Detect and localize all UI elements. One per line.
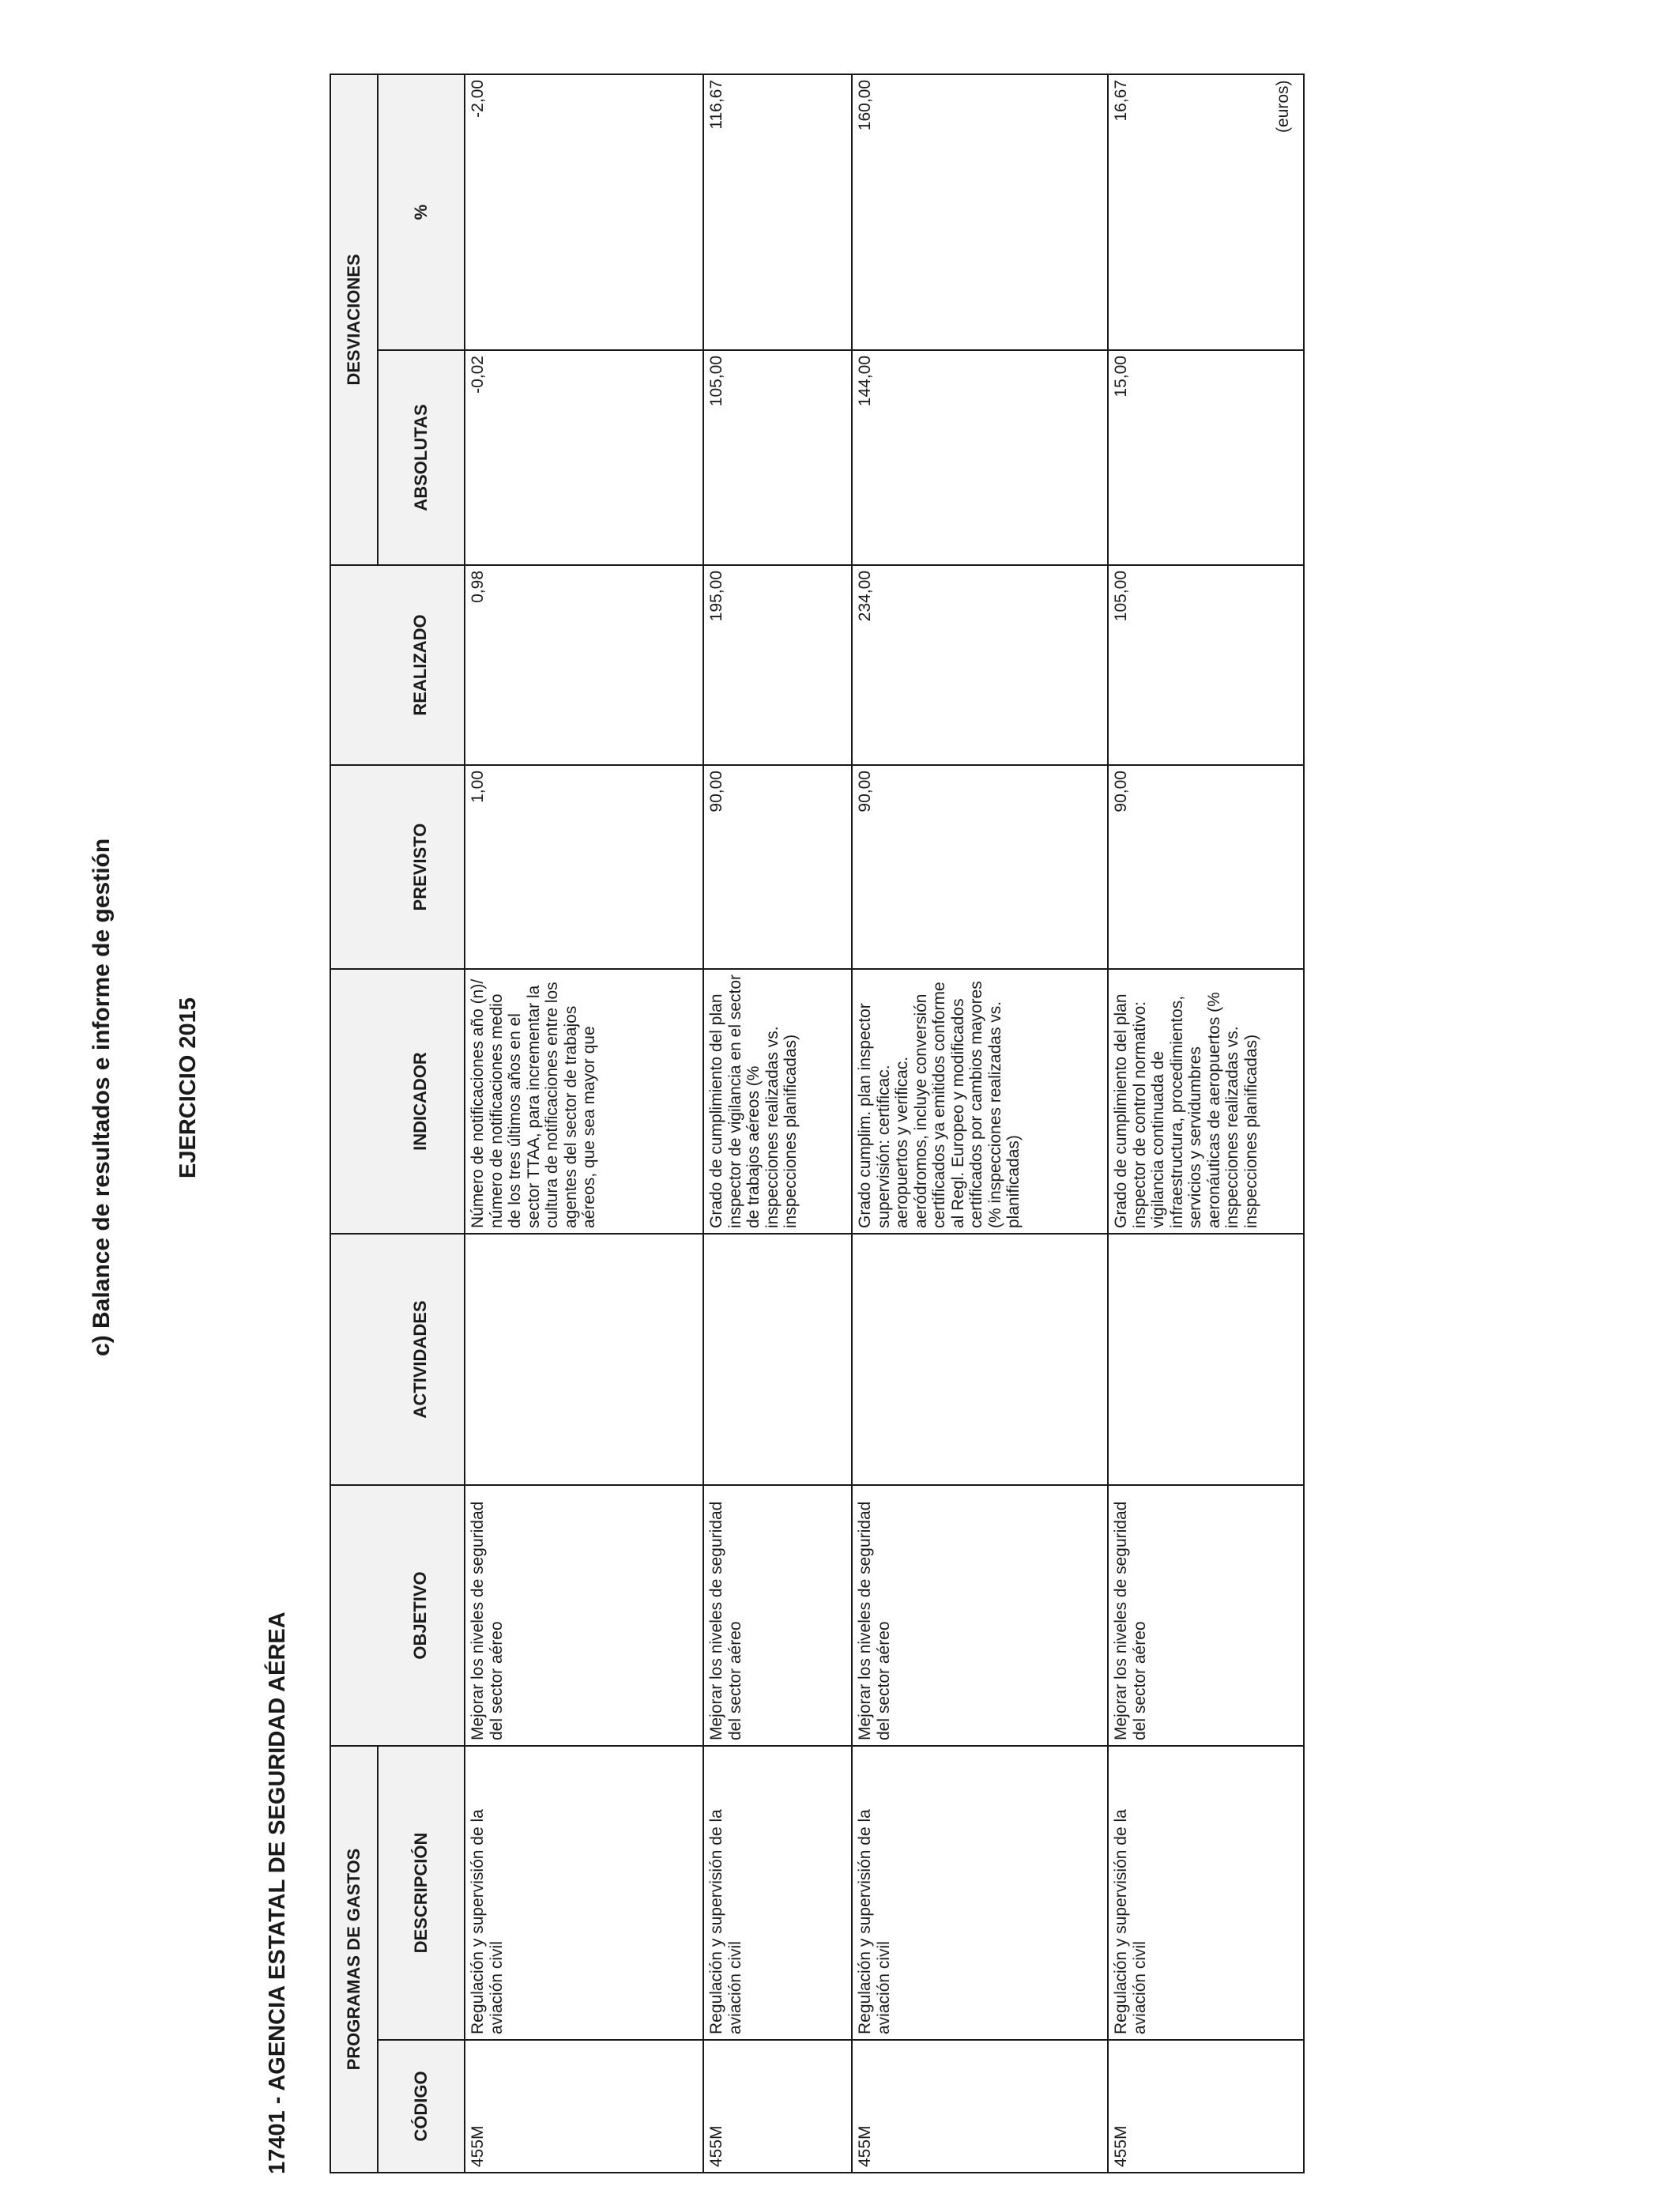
- col-header-descripcion: DESCRIPCIÓN: [378, 1746, 465, 2040]
- col-header-indicador: INDICADOR: [378, 969, 465, 1234]
- table-row: [1108, 74, 1304, 2173]
- cell-absolutas: 144,00: [852, 350, 1108, 565]
- cell-indicador: Grado de cumplimiento del plan inspector de control normativo: vigilancia continuada de infraestructura, procedimientos, servicios y servidumbres aeronáuticas de aeropuertos (% inspecciones realizadas vs. inspecciones planificadas): [1108, 969, 1304, 1234]
- cell-absolutas: 105,00: [703, 350, 852, 565]
- group-header-blank: [330, 565, 378, 765]
- table-row: [465, 74, 703, 2173]
- cell-realizado: 195,00: [703, 565, 852, 765]
- cell-objetivo: Mejorar los niveles de seguridad del sector aéreo: [465, 1485, 703, 1746]
- col-header-realizado: REALIZADO: [378, 565, 465, 765]
- cell-codigo: 455M: [1108, 2040, 1304, 2173]
- table-row: [703, 74, 852, 2173]
- cell-porcentaje: 160,00: [852, 74, 1108, 350]
- group-header-desviaciones: DESVIACIONES: [330, 74, 378, 565]
- entity-title: 17401 - AGENCIA ESTATAL DE SEGURIDAD AÉREA: [265, 1612, 290, 2174]
- col-header-previsto: PREVISTO: [378, 765, 465, 969]
- group-header-programas: PROGRAMAS DE GASTOS: [330, 1746, 378, 2173]
- group-header-blank: [330, 1234, 378, 1485]
- cell-objetivo: Mejorar los niveles de seguridad del sector aéreo: [1108, 1485, 1304, 1746]
- cell-porcentaje: 16,67: [1108, 74, 1304, 350]
- col-header-porcentaje: %: [378, 74, 465, 350]
- group-header-blank: [330, 1485, 378, 1746]
- cell-previsto: 90,00: [703, 765, 852, 969]
- exercise-title: EJERCICIO 2015: [175, 997, 201, 1178]
- cell-porcentaje: 116,67: [703, 74, 852, 350]
- cell-previsto: 90,00: [852, 765, 1108, 969]
- cell-objetivo: Mejorar los niveles de seguridad del sector aéreo: [852, 1485, 1108, 1746]
- column-header-row: [378, 74, 465, 2173]
- cell-descripcion: Regulación y supervisión de la aviación civil: [1108, 1746, 1304, 2040]
- cell-objetivo: Mejorar los niveles de seguridad del sector aéreo: [703, 1485, 852, 1746]
- col-header-absolutas: ABSOLUTAS: [378, 350, 465, 565]
- col-header-actividades: ACTIVIDADES: [378, 1234, 465, 1485]
- cell-descripcion: Regulación y supervisión de la aviación civil: [852, 1746, 1108, 2040]
- cell-codigo: 455M: [703, 2040, 852, 2173]
- cell-actividades: [703, 1234, 852, 1485]
- cell-codigo: 455M: [852, 2040, 1108, 2173]
- cell-actividades: [1108, 1234, 1304, 1485]
- cell-actividades: [852, 1234, 1108, 1485]
- cell-indicador: Número de notificaciones año (n)/ número de notificaciones medio de los tres últimos años en el sector TTAA, para incrementar la cultura de notificaciones entre los agentes del sector de trabajos aéreos, que sea mayor que: [465, 969, 703, 1234]
- cell-previsto: 1,00: [465, 765, 703, 969]
- results-table: [330, 74, 1305, 2173]
- cell-realizado: 0,98: [465, 565, 703, 765]
- cell-realizado: 234,00: [852, 565, 1108, 765]
- cell-absolutas: -0,02: [465, 350, 703, 565]
- cell-codigo: 455M: [465, 2040, 703, 2173]
- cell-descripcion: Regulación y supervisión de la aviación civil: [703, 1746, 852, 2040]
- group-header-blank: [330, 969, 378, 1234]
- cell-absolutas: 15,00: [1108, 350, 1304, 565]
- group-header-row: [330, 74, 378, 2173]
- cell-indicador: Grado de cumplimiento del plan inspector de vigilancia en el sector de trabajos aéreos (% inspecciones realizadas vs. inspecciones planificadas): [703, 969, 852, 1234]
- cell-actividades: [465, 1234, 703, 1485]
- table-row: [852, 74, 1108, 2173]
- cell-indicador: Grado cumplim. plan inspector supervisión: certificac. aeropuertos y verificac. aeródromos, incluye conversión certificados ya emitidos conforme al Regl. Europeo y modificados certificados por cambios mayores (% inspecciones realizadas vs. planificadas): [852, 969, 1108, 1234]
- units-note: (euros): [1274, 80, 1292, 133]
- cell-porcentaje: -2,00: [465, 74, 703, 350]
- col-header-objetivo: OBJETIVO: [378, 1485, 465, 1746]
- group-header-blank: [330, 765, 378, 969]
- cell-previsto: 90,00: [1108, 765, 1304, 969]
- section-title: c) Balance de resultados e informe de gestión: [89, 838, 115, 1356]
- cell-descripcion: Regulación y supervisión de la aviación civil: [465, 1746, 703, 2040]
- cell-realizado: 105,00: [1108, 565, 1304, 765]
- col-header-codigo: CÓDIGO: [378, 2040, 465, 2173]
